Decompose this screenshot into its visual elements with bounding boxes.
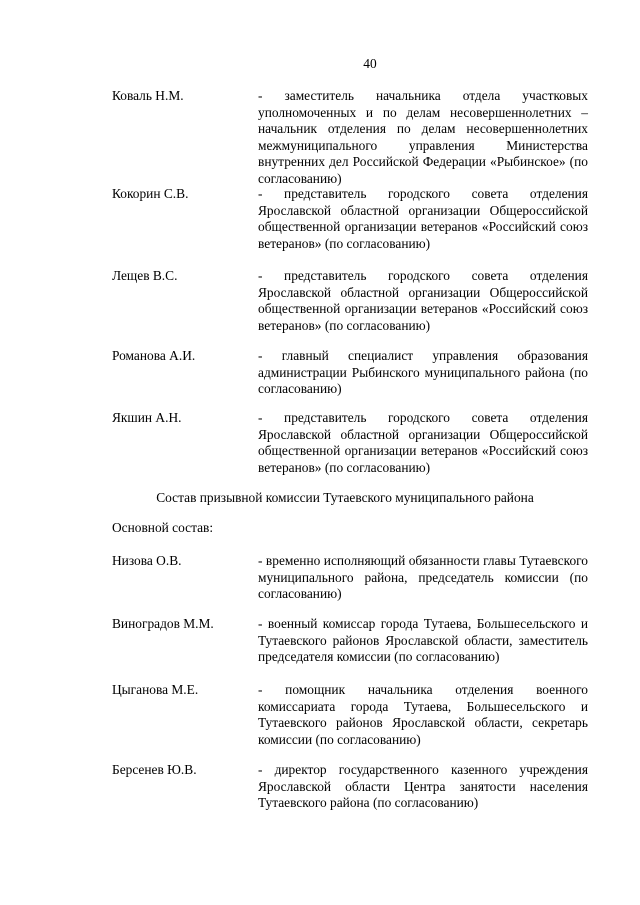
member-description: - помощник начальника отделения военного комиссариата города Тутаева, Большесельского и Тутаевского районов Ярославской области, секретарь комиссии (по согласованию) <box>258 682 588 747</box>
member-name: Берсенев Ю.В. <box>112 762 197 777</box>
subsection-title: Основной состав: <box>112 520 214 535</box>
member-name: Якшин А.Н. <box>112 410 182 425</box>
member-description: - представитель городского совета отделения Ярославской областной организации Общероссийской общественной организации ветеранов «Российский союз ветеранов» (по согласованию) <box>258 186 588 251</box>
page-number: 40 <box>363 56 377 71</box>
member-name: Коваль Н.М. <box>112 88 184 103</box>
member-description: - временно исполняющий обязанности главы Тутаевского муниципального района, председатель комиссии (по согласованию) <box>258 553 588 602</box>
member-name: Лещев В.С. <box>112 268 178 283</box>
member-description: - представитель городского совета отделения Ярославской областной организации Общероссийской общественной организации ветеранов «Российский союз ветеранов» (по согласованию) <box>258 268 588 333</box>
member-name: Виноградов М.М. <box>112 616 214 631</box>
member-description: - директор государственного казенного учреждения Ярославской области Центра занятости населения Тутаевского района (по согласованию) <box>258 762 588 811</box>
member-description: - представитель городского совета отделения Ярославской областной организации Общероссийской общественной организации ветеранов «Российский союз ветеранов» (по согласованию) <box>258 410 588 475</box>
member-description: - военный комиссар города Тутаева, Большесельского и Тутаевского районов Ярославской области, заместитель председателя комиссии (по согласованию) <box>258 616 588 665</box>
section-title: Состав призывной комиссии Тутаевского муниципального района <box>156 490 534 505</box>
member-name: Кокорин С.В. <box>112 186 189 201</box>
member-description: - заместитель начальника отдела участковых уполномоченных и по делам несовершеннолетних – начальник отделения по делам несовершеннолетних межмуниципального управления Министерства внутренних дел Российской Федерации «Рыбинское» (по согласованию) <box>258 88 588 186</box>
member-name: Романова А.И. <box>112 348 196 363</box>
member-description: - главный специалист управления образования администрации Рыбинского муниципального района (по согласованию) <box>258 348 588 397</box>
member-name: Цыганова М.Е. <box>112 682 199 697</box>
member-name: Низова О.В. <box>112 553 182 568</box>
